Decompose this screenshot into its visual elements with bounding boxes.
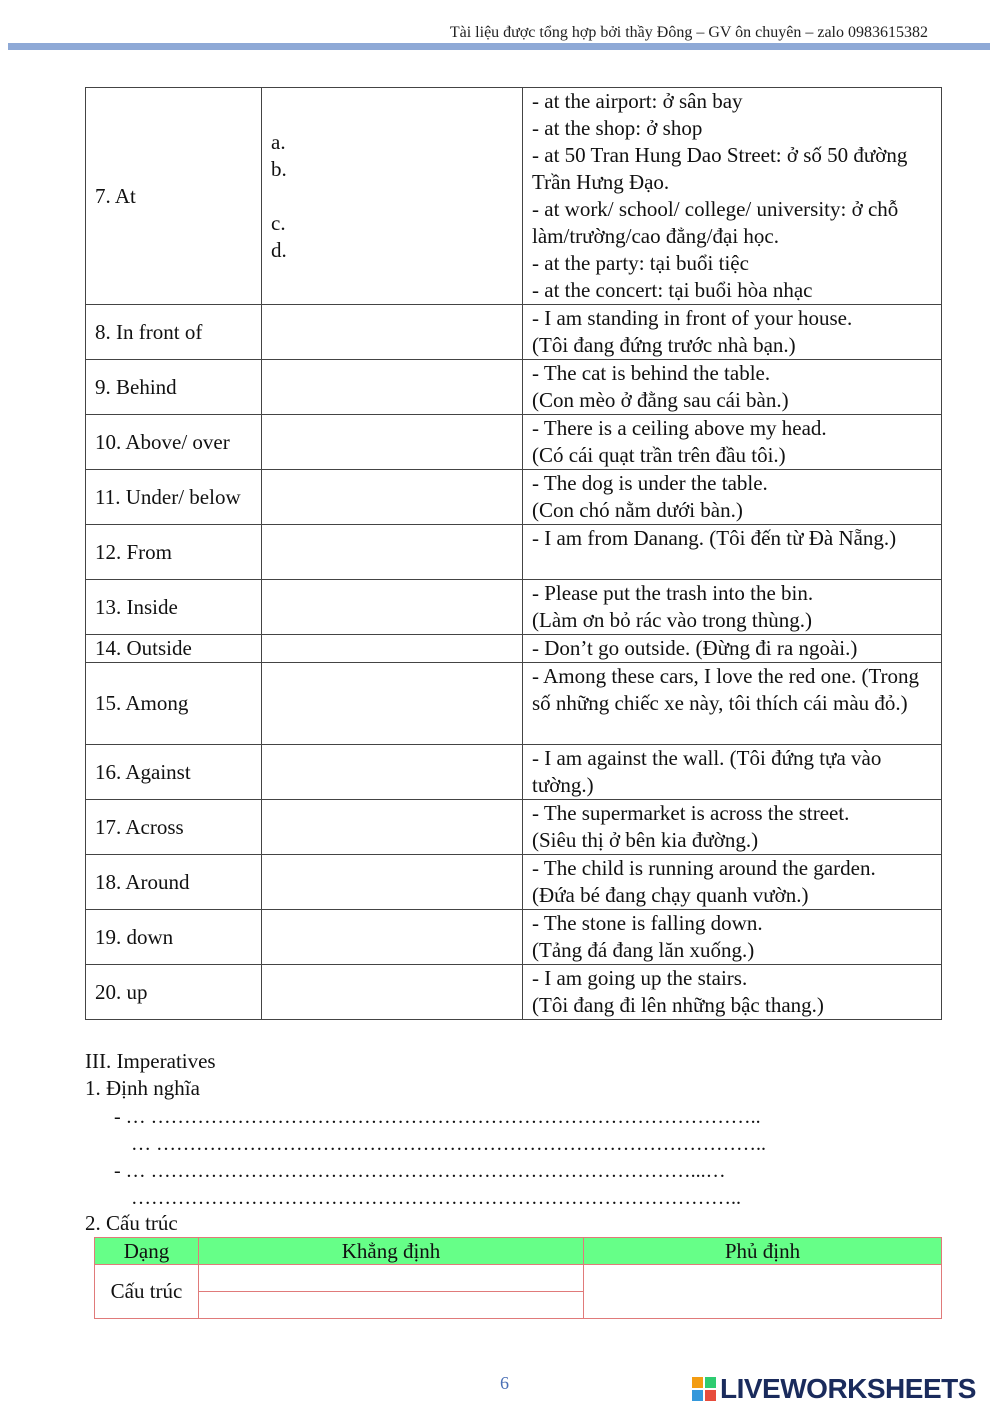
table-row [86,635,942,663]
example-cell [523,635,942,663]
table-row [86,855,942,910]
row-label-structure: Cấu trúc [95,1265,199,1319]
example-sentence: - I am from Danang. (Tôi đến từ Đà Nẵng.) [532,526,897,550]
page-number: 6 [500,1373,509,1393]
example-cell [523,580,942,635]
structure-table [94,1237,942,1319]
example-sentence: - The supermarket is across the street. [532,801,850,825]
example-sentence: - I am against the wall. (Tôi đứng tựa vào tường.) [532,746,882,797]
preposition-name: 14. Outside [86,635,262,663]
table-row [86,88,942,305]
blank-cell [262,965,523,1020]
liveworksheets-logo[interactable] [692,1373,976,1405]
preposition-name: 13. Inside [86,580,262,635]
example-sentence: - The dog is under the table. [532,471,768,495]
preposition-name: 7. At [86,88,262,305]
table-row [86,415,942,470]
example-cell [523,855,942,910]
blank-cell [262,580,523,635]
example-cell [523,415,942,470]
example-sentence: - The cat is behind the table. [532,361,771,385]
preposition-name: 18. Around [86,855,262,910]
blank-cell [262,800,523,855]
example-sentence: - The child is running around the garden. [532,856,876,880]
example-cell [523,965,942,1020]
column-header-affirmative: Khẳng định [199,1238,584,1265]
imperatives-title: III. Imperatives [85,1049,216,1073]
option-label: d. [271,237,287,262]
column-header-type: Dạng [95,1238,199,1265]
preposition-name: 19. down [86,910,262,965]
fill-in-line[interactable]: - … ……………………………………………………………………………….. [114,1106,761,1128]
fill-in-line[interactable]: … ……………………………………………………………………………….. [131,1133,766,1155]
example-line: - at the party: tại buổi tiệc [532,251,749,275]
fill-in-line[interactable]: ……………………………………………………………………………….. [131,1187,741,1209]
example-translation: (Có cái quạt trần trên đầu tôi.) [532,443,786,467]
table-row [86,305,942,360]
header-divider [8,43,990,50]
blank-cell [262,470,523,525]
table-row [86,910,942,965]
definition-heading: 1. Định nghĩa [85,1076,200,1100]
example-sentence: - Don’t go outside. (Đừng đi ra ngoài.) [532,636,858,660]
logo-square [705,1377,716,1388]
prepositions-table [85,87,942,1020]
example-cell [523,525,942,580]
example-cell [523,910,942,965]
example-translation: (Siêu thị ở bên kia đường.) [532,828,759,852]
logo-square [692,1390,703,1401]
example-sentence: - I am standing in front of your house. [532,306,853,330]
blank-cell [262,360,523,415]
table-row [86,360,942,415]
preposition-name: 15. Among [86,663,262,745]
blank-cell [262,415,523,470]
blank-cell [262,855,523,910]
table-row [86,663,942,745]
column-header-negative: Phủ định [584,1238,942,1265]
preposition-name: 10. Above/ over [86,415,262,470]
blank-cell [262,745,523,800]
options-cell [262,88,523,305]
example-translation: (Con chó nằm dưới bàn.) [532,498,743,522]
example-translation: (Tảng đá đang lăn xuống.) [532,938,755,962]
example-line: - at 50 Tran Hung Dao Street: ở số 50 đường Trần Hưng Đạo. [532,143,908,194]
example-sentence: - Among these cars, I love the red one. (Trong số những chiếc xe này, tôi thích cái màu đỏ.) [532,664,920,715]
table-header-row [95,1238,942,1265]
preposition-name: 11. Under/ below [86,470,262,525]
table-row [86,965,942,1020]
preposition-name: 16. Against [86,745,262,800]
blank-cell [262,910,523,965]
example-sentence: - I am going up the stairs. [532,966,748,990]
blank-cell [262,305,523,360]
example-line: - at the airport: ở sân bay [532,89,743,113]
fill-in-line[interactable]: - … ………………………………………………………………………...… [114,1160,726,1182]
preposition-name: 20. up [86,965,262,1020]
example-sentence: - The stone is falling down. [532,911,763,935]
examples-cell [523,88,942,305]
example-sentence: - Please put the trash into the bin. [532,581,814,605]
structure-heading: 2. Cấu trúc [85,1211,178,1235]
table-row [86,800,942,855]
blank-cell [262,663,523,745]
table-row [86,470,942,525]
table-row [86,580,942,635]
logo-text: LIVEWORKSHEETS [720,1373,976,1404]
preposition-name: 9. Behind [86,360,262,415]
option-gap [271,183,513,210]
table-row [95,1265,942,1292]
example-line: - at work/ school/ college/ university: ở chỗ làm/trường/cao đẳng/đại học. [532,197,899,248]
example-cell [523,305,942,360]
affirmative-answer-cell[interactable] [199,1292,584,1319]
preposition-name: 12. From [86,525,262,580]
affirmative-answer-cell[interactable] [199,1265,584,1292]
example-translation: (Tôi đang đứng trước nhà bạn.) [532,333,796,357]
example-translation: (Tôi đang đi lên những bậc thang.) [532,993,824,1017]
example-cell [523,470,942,525]
header-text: Tài liệu được tổng hợp bởi thầy Đông – GV ôn chuyên – zalo 0983615382 [449,24,928,41]
example-line: - at the concert: tại buổi hòa nhạc [532,278,813,302]
example-translation: (Làm ơn bỏ rác vào trong thùng.) [532,608,812,632]
option-label: a. [271,129,286,154]
preposition-name: 17. Across [86,800,262,855]
preposition-name: 8. In front of [86,305,262,360]
logo-square [705,1390,716,1401]
liveworksheets-logo-icon [692,1377,716,1401]
logo-square [692,1377,703,1388]
table-row [86,745,942,800]
example-translation: (Đứa bé đang chạy quanh vườn.) [532,883,809,907]
table-row [86,525,942,580]
example-cell [523,800,942,855]
example-cell [523,745,942,800]
example-translation: (Con mèo ở đằng sau cái bàn.) [532,388,789,412]
negative-answer-cell[interactable] [584,1265,942,1319]
option-label: c. [271,210,286,235]
option-label: b. [271,156,287,181]
example-line: - at the shop: ở shop [532,116,703,140]
blank-cell [262,525,523,580]
example-sentence: - There is a ceiling above my head. [532,416,827,440]
example-cell [523,360,942,415]
example-cell [523,663,942,745]
blank-cell [262,635,523,663]
